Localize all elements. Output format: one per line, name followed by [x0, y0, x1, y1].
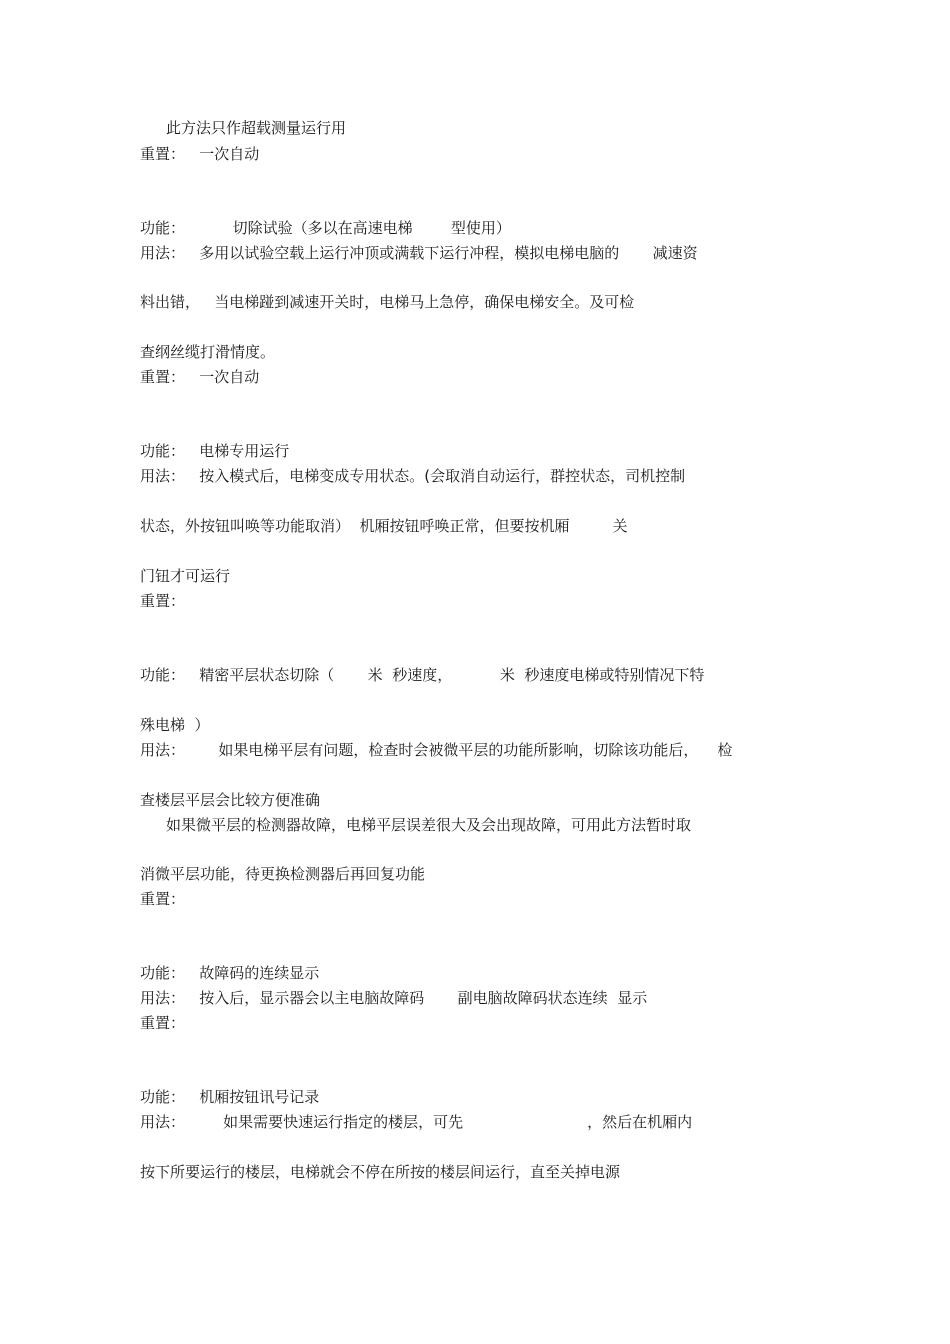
function-line: 功能： 精密平层状态切除（ 米 秒速度， 米 秒速度电梯或特别情况下特 — [140, 666, 705, 684]
reset-line: 重置： — [140, 1014, 186, 1032]
text-line: 查纲丝缆打滑情度。 — [140, 343, 276, 361]
reset-line: 重置： 一次自动 — [140, 368, 260, 386]
function-line: 功能： 切除试验（多以在高速电梯 型使用） — [140, 219, 511, 237]
text-line: 如果微平层的检测器故障，电梯平层误差很大及会出现故障，可用此方法暂时取 — [166, 816, 692, 834]
reset-line: 重置： — [140, 890, 186, 908]
text-line: 料出错， 当电梯踫到减速开关时，电梯马上急停，确保电梯安全。及可检 — [140, 293, 635, 311]
text-line: 消微平层功能，待更换检测器后再回复功能 — [140, 865, 426, 883]
text-line: 查楼层平层会比较方便准确 — [140, 791, 321, 809]
usage-line: 用法： 多用以试验空载上运行冲顶或满载下运行冲程，模拟电梯电脑的 减速资 — [140, 244, 698, 262]
text-line: 状态，外按钮叫唤等功能取消） 机厢按钮呼唤正常，但要按机厢 关 — [140, 517, 628, 535]
usage-line: 用法： 按入模式后，电梯变成专用状态。(会取消自动运行，群控状态，司机控制 — [140, 467, 686, 485]
usage-line: 用法： 按入后，显示器会以主电脑故障码 副电脑故障码状态连续 显示 — [140, 989, 648, 1007]
text-line: 门钮才可运行 — [140, 567, 231, 585]
usage-line: 用法： 如果电梯平层有问题，检查时会被微平层的功能所影响，切除该功能后， 检 — [140, 741, 733, 759]
text-line: 殊电梯 ） — [140, 716, 210, 734]
reset-line: 重置： — [140, 592, 186, 610]
function-line: 功能： 故障码的连续显示 — [140, 964, 320, 982]
function-line: 功能： 机厢按钮讯号记录 — [140, 1088, 320, 1106]
text-line: 此方法只作超载测量运行用 — [166, 119, 347, 137]
reset-line: 重置： 一次自动 — [140, 145, 260, 163]
text-line: 按下所要运行的楼层，电梯就会不停在所按的楼层间运行，直至关掉电源 — [140, 1163, 621, 1181]
function-line: 功能： 电梯专用运行 — [140, 442, 290, 460]
usage-line: 用法： 如果需要快速运行指定的楼层，可先 ，然后在机厢内 — [140, 1113, 693, 1131]
